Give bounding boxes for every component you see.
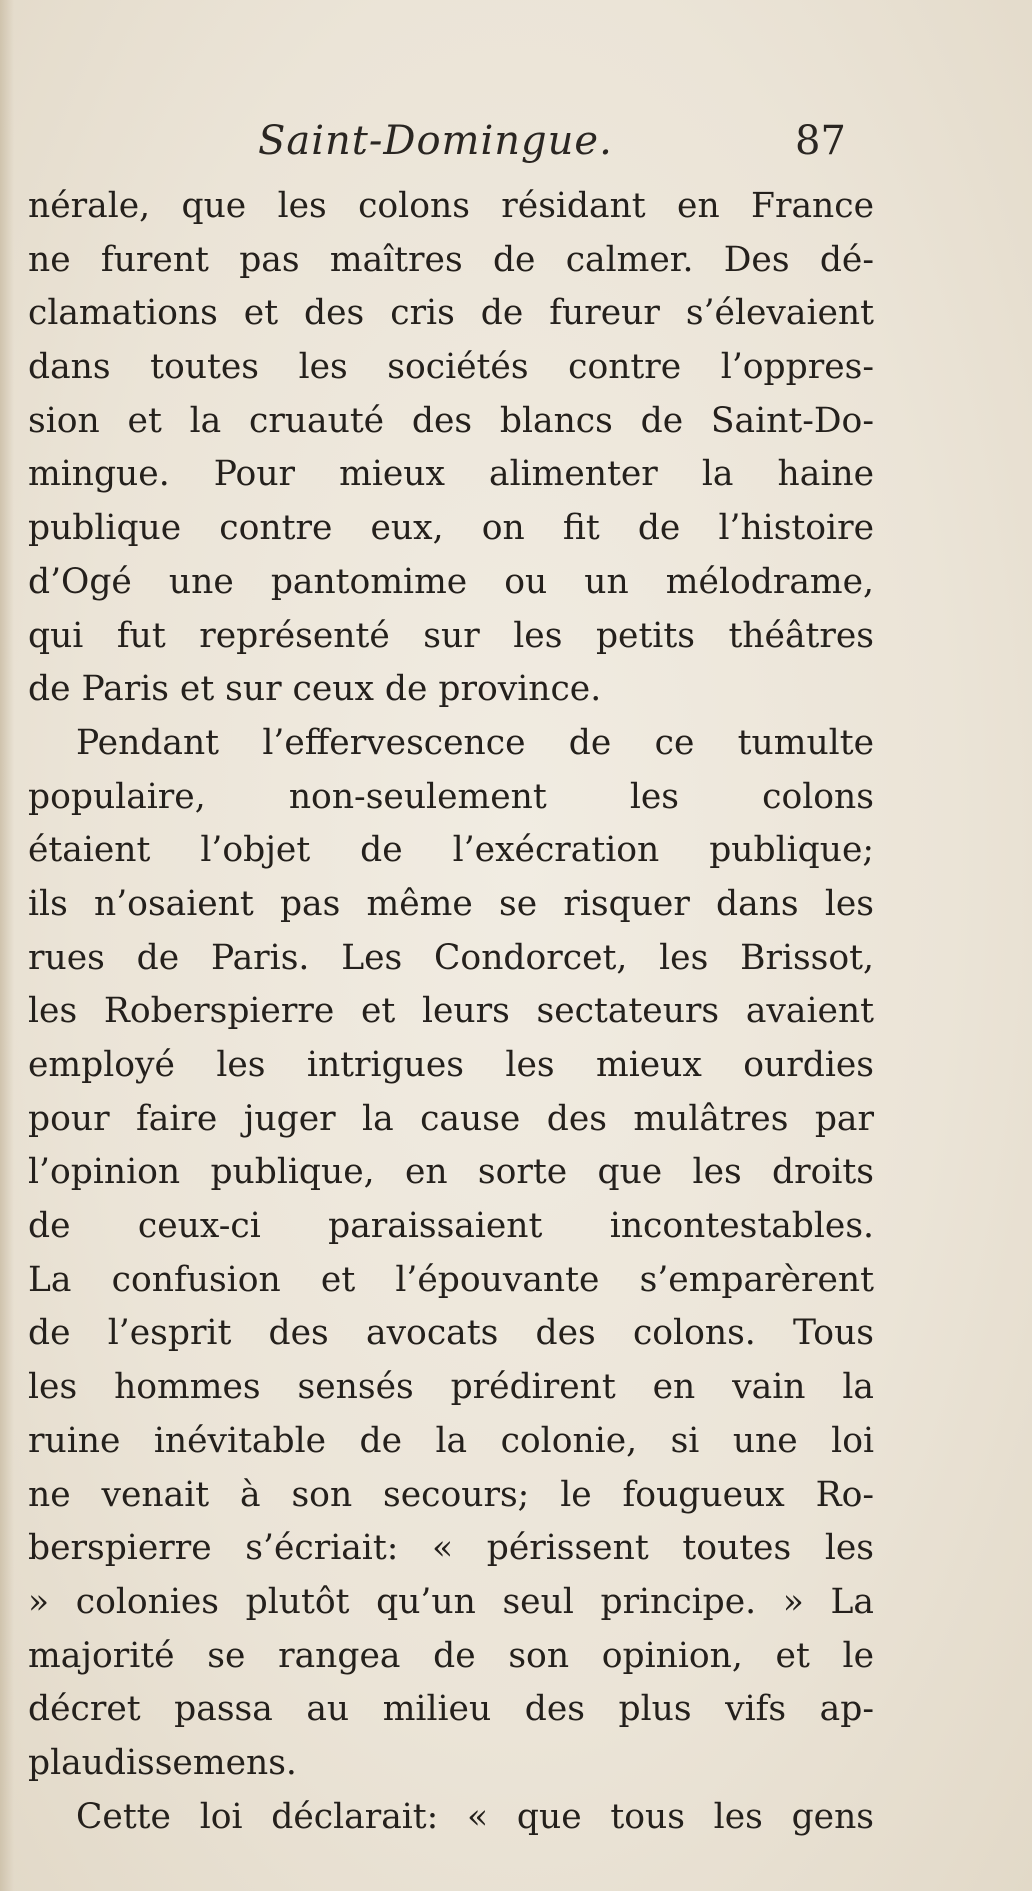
text-line: publique contre eux, on fit de l’histoire (28, 508, 874, 549)
text-line: décret passa au milieu des plus vifs ap- (28, 1689, 874, 1730)
text-line: plaudissemens. (28, 1742, 297, 1783)
text-line: ne venait à son secours; le fougueux Ro- (28, 1474, 874, 1515)
text-line: » colonies plutôt qu’un seul principe. » La (28, 1581, 874, 1622)
text-line: ils n’osaient pas même se risquer dans les (28, 883, 874, 924)
text-line: clamations et des cris de fureur s’élevaient (28, 293, 874, 334)
text-line: dans toutes les sociétés contre l’oppres- (28, 347, 874, 388)
text-line: de Paris et sur ceux de province. (28, 669, 602, 710)
text-line: employé les intrigues les mieux ourdies (28, 1045, 874, 1085)
text-line: Cette loi déclarait: « que tous les gens (76, 1796, 874, 1837)
text-line: de ceux-ci paraissaient incontestables. (28, 1206, 874, 1247)
running-title: Saint-Domingue. (258, 118, 613, 164)
text-line: ruine inévitable de la colonie, si une loi (28, 1420, 874, 1461)
text-line: nérale, que les colons résidant en France (28, 186, 874, 226)
page-edge-shadow (0, 0, 14, 1891)
text-line: rues de Paris. Les Condorcet, les Brissot, (28, 937, 874, 978)
text-line: La confusion et l’épouvante s’emparèrent (28, 1259, 874, 1300)
text-line: de l’esprit des avocats des colons. Tous (28, 1313, 874, 1354)
text-line: qui fut représenté sur les petits théâtres (28, 615, 874, 656)
text-line: d’Ogé une pantomime ou un mélodrame, (28, 561, 874, 602)
text-line: ne furent pas maîtres de calmer. Des dé- (28, 239, 874, 280)
text-line: populaire, non-seulement les colons (28, 776, 874, 817)
text-line: Pendant l’effervescence de ce tumulte (76, 722, 874, 763)
text-line: sion et la cruauté des blancs de Saint-Do- (28, 400, 874, 441)
body-text (28, 180, 874, 1844)
text-line: berspierre s’écriait: « périssent toutes les (28, 1528, 874, 1569)
text-line: majorité se rangea de son opinion, et le (28, 1635, 874, 1676)
text-line: les hommes sensés prédirent en vain la (28, 1367, 874, 1408)
text-line: pour faire juger la cause des mulâtres par (28, 1098, 874, 1139)
running-head (0, 118, 1032, 178)
text-line: les Roberspierre et leurs sectateurs avaient (28, 991, 874, 1032)
page-number: 87 (795, 118, 846, 164)
text-line: mingue. Pour mieux alimenter la haine (28, 454, 874, 495)
text-line: étaient l’objet de l’exécration publique; (28, 830, 874, 871)
text-line: l’opinion publique, en sorte que les droits (28, 1152, 874, 1193)
